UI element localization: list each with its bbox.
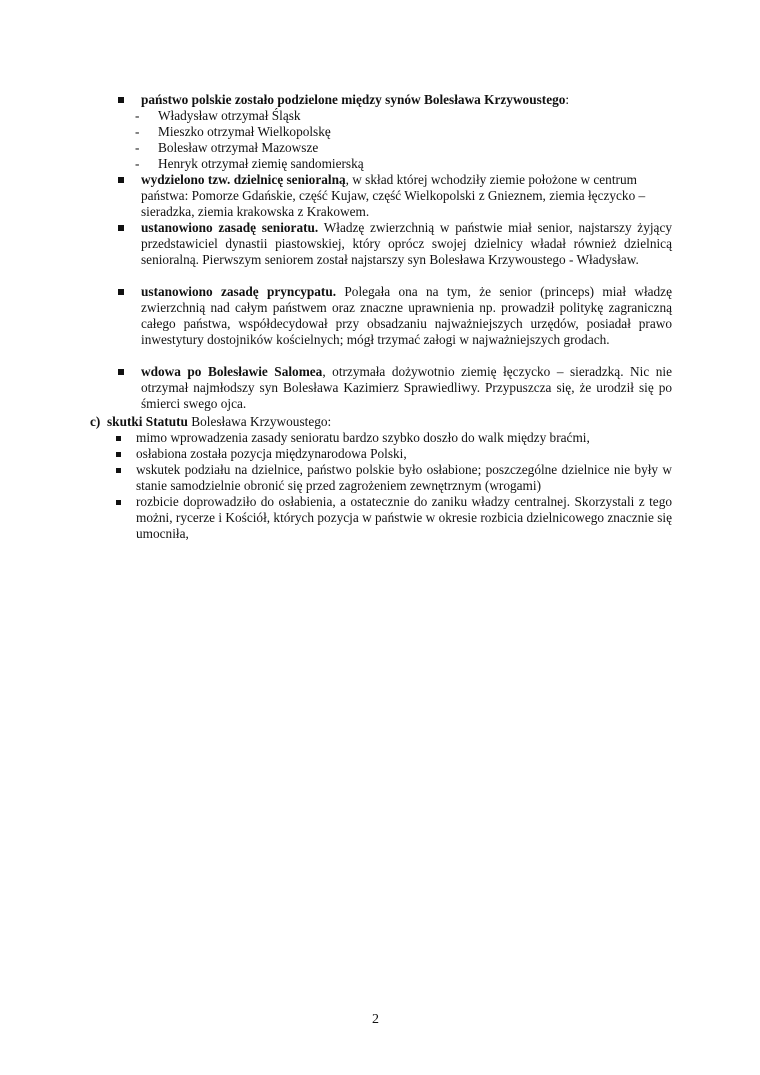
bullet-marker: [116, 452, 121, 457]
effect-item: osłabiona została pozycja międzynarodowa Polski,: [136, 446, 407, 461]
list-item-bold: ustanowiono zasadę pryncypatu.: [141, 284, 337, 299]
dash-marker: -: [135, 108, 140, 123]
list-item-senior-district: [141, 172, 671, 220]
list-item-text: , w skład której wchodziły ziemie położone w centrum państwa: Pomorze Gdańskie, część Kujaw, część Wielkopolski z Gnieznem, ziemia łęczycko – sieradzka, ziemia krakowska z Krakowem.: [141, 172, 646, 219]
dash-marker: -: [135, 140, 140, 155]
sub-item: Henryk otrzymał ziemię sandomierską: [158, 156, 364, 171]
bullet-marker: [116, 436, 121, 441]
sub-item: Bolesław otrzymał Mazowsze: [158, 140, 319, 155]
bullet-marker: [118, 369, 124, 375]
list-item-text: :: [565, 92, 570, 107]
bullet-marker: [116, 500, 121, 505]
bullet-marker: [118, 289, 124, 295]
section-heading-bold: skutki Statutu: [107, 414, 188, 429]
list-item-salomea: [141, 364, 672, 412]
effect-item: rozbicie doprowadziło do osłabienia, a ostatecznie do zaniku władzy centralnej. Skorzystali z tego możni, rycerze i Kościół, których pozycja w państwie w okresie rozbicia dzielnicowego znacznie się umocniła,: [136, 494, 672, 541]
list-item-text: Władzę zwierzchnią w państwie miał senior, najstarszy żyjący przedstawiciel dynastii piastowskiej, który oprócz swojej dzielnicy władał również dzielnicą senioralną. Pierwszym seniorem został najstarszy syn Bolesława Krzywoustego - Władysław.: [141, 220, 672, 267]
list-item-partition: [141, 92, 569, 108]
dash-marker: -: [135, 156, 140, 171]
sub-item: Mieszko otrzymał Wielkopolskę: [158, 124, 331, 139]
effect-item: wskutek podziału na dzielnice, państwo polskie było osłabione; poszczególne dzielnice nie były w stanie samodzielnie obronić się przed zagrożeniem zewnętrznym (wrogami): [136, 462, 672, 493]
bullet-marker: [118, 97, 124, 103]
list-item-bold: ustanowiono zasadę senioratu.: [141, 220, 319, 235]
list-item-bold: państwo polskie zostało podzielone między synów Bolesława Krzywoustego: [141, 92, 566, 107]
list-item-seniorate: [141, 220, 672, 268]
list-item-principate: [141, 284, 672, 348]
section-marker: c): [90, 414, 101, 429]
list-item-text: Polegała ona na tym, że senior (princeps) miał władzę zwierzchnią nad całym państwem oraz znaczne uprawnienia np. prowadził politykę zagraniczną całego państwa, współdecydował przy obsadzaniu najważniejszych urzędów, posiadał prawo inwestytury dostojników kościelnych; mógł trzymać załogi w najważniejszych grodach.: [141, 284, 672, 347]
dash-marker: -: [135, 124, 140, 139]
sub-item: Władysław otrzymał Śląsk: [158, 108, 301, 123]
bullet-marker: [116, 468, 121, 473]
effect-item: mimo wprowadzenia zasady senioratu bardzo szybko doszło do walk między braćmi,: [136, 430, 590, 445]
list-item-text: , otrzymała dożywotnio ziemię łęczycko – sieradzką. Nic nie otrzymał najmłodszy syn Bolesława Kazimierz Sprawiedliwy. Przypuszcza się, że urodził się po śmierci swego ojca.: [141, 364, 672, 411]
section-heading-text: Bolesława Krzywoustego:: [187, 414, 332, 429]
bullet-marker: [118, 225, 124, 231]
page-number: 2: [372, 1012, 379, 1027]
bullet-marker: [118, 177, 124, 183]
section-heading-c: [90, 414, 331, 430]
list-item-bold: wydzielono tzw. dzielnicę senioralną: [141, 172, 346, 187]
list-item-bold: wdowa po Bolesławie Salomea: [141, 364, 323, 379]
